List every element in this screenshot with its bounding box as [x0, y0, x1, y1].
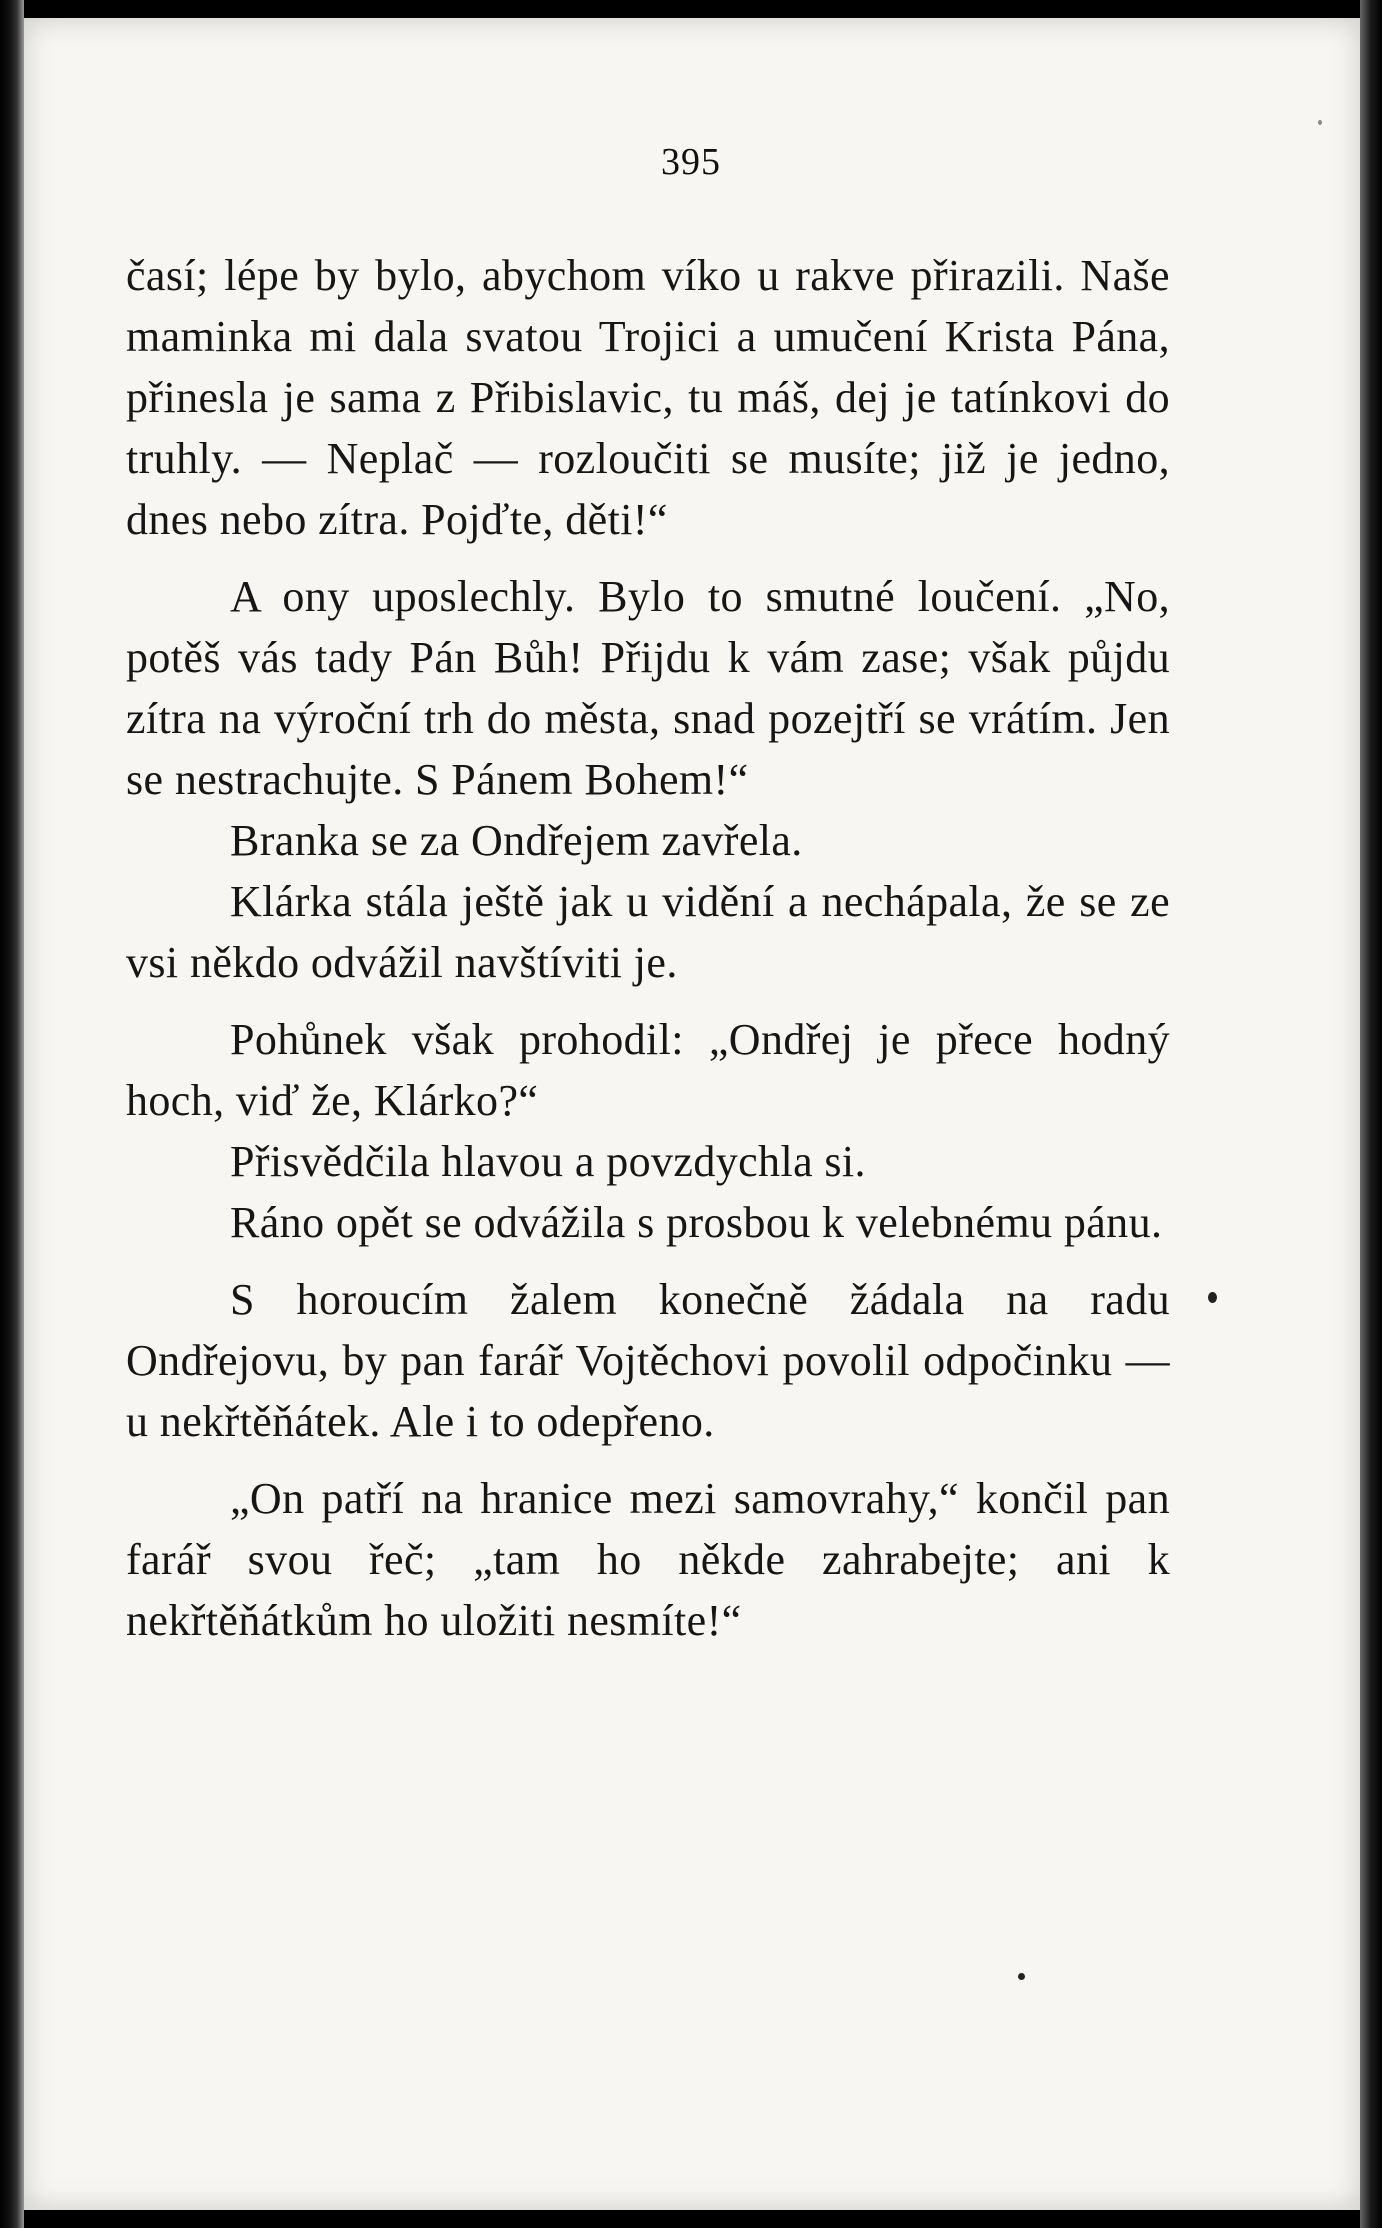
binding-edge-left [0, 0, 24, 2228]
paragraph-4: Klárka stála ještě jak u vidění a nechápala, že se ze vsi někdo odvážil navštíviti je. [126, 877, 1170, 987]
paragraph-2: A ony uposlechly. Bylo to smutné loučení. „No, potěš vás tady Pán Bůh! Přijdu k vám zase; však půjdu zítra na výroční trh do města, snad pozejtří se vrátím. Jen se nestrachujte. S Pánem Bohem!“ [126, 572, 1170, 804]
paragraph-6: Přisvědčila hlavou a povzdychla si. [230, 1137, 866, 1186]
paragraph-8: S horoucím žalem konečně žádala na radu Ondřejovu, by pan farář Vojtěchovi povolil odpočinku — u nekřtěňátek. Ale i to odepřeno. [126, 1275, 1170, 1446]
paragraph-3: Branka se za Ondřejem zavřela. [230, 816, 803, 865]
ink-speck [1208, 1292, 1217, 1303]
binding-edge-right [1360, 0, 1382, 2228]
paragraph-1: časí; lépe by bylo, abychom víko u rakve přirazili. Naše maminka mi dala svatou Trojici a umučení Krista Pána, přinesla je sama z Přibislavic, tu máš, dej je tatínkovi do truhly. — Neplač — rozloučiti se musíte; již je jedno, dnes nebo zítra. Pojďte, děti!“ [126, 251, 1170, 544]
body-text [126, 245, 1170, 1667]
ink-speck [1018, 1973, 1025, 1980]
paragraph-9: „On patří na hranice mezi samovrahy,“ končil pan farář svou řeč; „tam ho někde zahrabejte; ani k nekřtěňátkům ho uložiti nesmíte!“ [126, 1474, 1170, 1645]
paragraph-5: Pohůnek však prohodil: „Ondřej je přece hodný hoch, viď že, Klárko?“ [126, 1015, 1170, 1125]
ink-speck [1318, 120, 1322, 125]
page-number: 395 [661, 141, 721, 183]
paragraph-7: Ráno opět se odvážila s prosbou k velebnému pánu. [230, 1198, 1163, 1247]
